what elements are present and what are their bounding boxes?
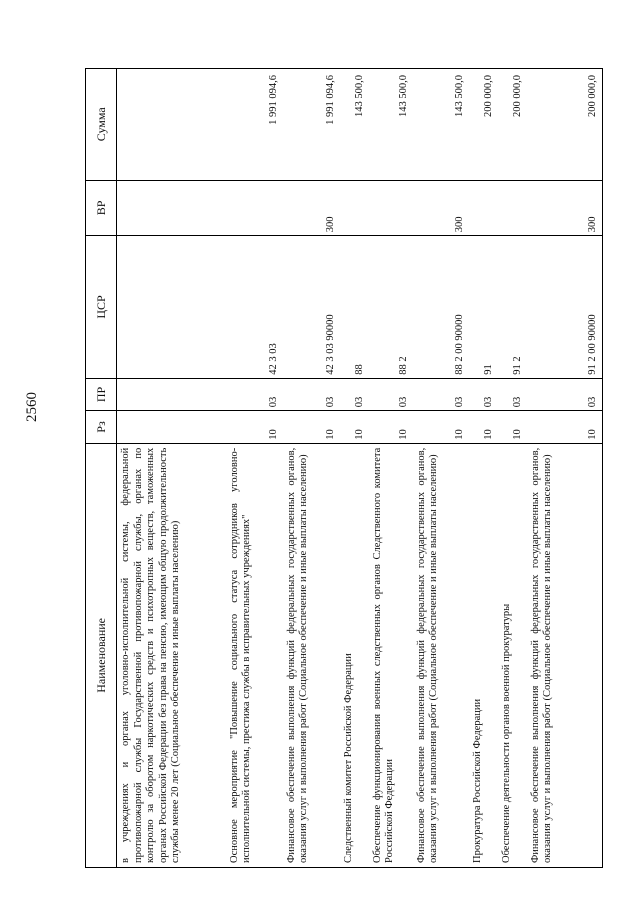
row-vr — [226, 180, 283, 236]
row-vr — [469, 180, 498, 236]
row-name: в учреждениях и органах уголовно-исполнительной системы, федеральной противопожарной службы Государственной противопожарной службы, органах по контролю за оборотом наркотических средств и психотропных веществ, таможенных органах Российской Федерации без права на пенсию, имеющим общую продолжительность службы менее 20 лет (Социальное обеспечение и иные выплаты населению) — [117, 443, 226, 867]
row-vr — [369, 180, 413, 236]
row-name: Обеспечение функционирования военных следственных органов Следственного комитета Российской Федерации — [369, 443, 413, 867]
row-pr: 03 — [413, 378, 469, 411]
row-pr: 03 — [527, 378, 603, 411]
row-csr: 91 2 — [498, 236, 527, 378]
row-pr: 03 — [226, 378, 283, 411]
table-row — [117, 69, 226, 868]
row-name: Финансовое обеспечение выполнения функций федеральных государственных органов, оказания услуг и выполнения работ (Социальное обеспечение и иные выплаты населению) — [283, 443, 340, 867]
row-rz: 10 — [527, 411, 603, 444]
row-rz: 10 — [340, 411, 369, 444]
header-sum: Сумма — [86, 69, 117, 181]
table-row — [283, 69, 340, 868]
row-pr: 03 — [283, 378, 340, 411]
header-rz: Рз — [86, 411, 117, 444]
row-csr: 42 3 03 90000 — [283, 236, 340, 378]
row-name: Обеспечение деятельности органов военной прокуратуры — [498, 443, 527, 867]
row-sum: 200 000,0 — [469, 69, 498, 181]
row-pr: 03 — [498, 378, 527, 411]
header-csr: ЦСР — [86, 236, 117, 378]
table-row — [369, 69, 413, 868]
row-rz — [117, 411, 226, 444]
row-vr: 300 — [283, 180, 340, 236]
table-row — [527, 69, 603, 868]
table-row — [340, 69, 369, 868]
row-pr: 03 — [340, 378, 369, 411]
table-row — [413, 69, 469, 868]
row-pr: 03 — [369, 378, 413, 411]
header-pr: ПР — [86, 378, 117, 411]
page-number: 2560 — [24, 392, 40, 422]
row-name: Финансовое обеспечение выполнения функций федеральных государственных органов, оказания услуг и выполнения работ (Социальное обеспечение и иные выплаты населению) — [413, 443, 469, 867]
row-pr — [117, 378, 226, 411]
row-sum: 200 000,0 — [498, 69, 527, 181]
row-vr: 300 — [413, 180, 469, 236]
row-sum: 1 991 094,6 — [226, 69, 283, 181]
budget-table — [85, 68, 603, 868]
row-csr: 91 2 00 90000 — [527, 236, 603, 378]
row-rz: 10 — [283, 411, 340, 444]
row-pr: 03 — [469, 378, 498, 411]
rotated-table-container — [85, 68, 601, 868]
row-csr — [117, 236, 226, 378]
row-rz: 10 — [469, 411, 498, 444]
row-vr — [117, 180, 226, 236]
table-header-row — [86, 69, 117, 868]
row-rz: 10 — [226, 411, 283, 444]
row-sum: 143 500,0 — [413, 69, 469, 181]
row-csr: 91 — [469, 236, 498, 378]
row-vr — [340, 180, 369, 236]
row-csr: 88 2 00 90000 — [413, 236, 469, 378]
row-sum: 1 991 094,6 — [283, 69, 340, 181]
row-sum — [117, 69, 226, 181]
table-row — [469, 69, 498, 868]
row-rz: 10 — [369, 411, 413, 444]
row-name: Основное мероприятие "Повышение социального статуса сотрудников уголовно-исполнительной системы, престижа службы в исправительных учреждениях" — [226, 443, 283, 867]
row-sum: 143 500,0 — [340, 69, 369, 181]
row-sum: 143 500,0 — [369, 69, 413, 181]
row-vr — [498, 180, 527, 236]
row-csr: 88 — [340, 236, 369, 378]
header-name: Наименование — [86, 443, 117, 867]
row-name: Прокуратура Российской Федерации — [469, 443, 498, 867]
header-vr: ВР — [86, 180, 117, 236]
row-name: Следственный комитет Российской Федерации — [340, 443, 369, 867]
row-rz: 10 — [498, 411, 527, 444]
table-row — [498, 69, 527, 868]
row-name: Финансовое обеспечение выполнения функций федеральных государственных органов, оказания услуг и выполнения работ (Социальное обеспечение и иные выплаты населению) — [527, 443, 603, 867]
table-row — [226, 69, 283, 868]
row-csr: 42 3 03 — [226, 236, 283, 378]
row-rz: 10 — [413, 411, 469, 444]
row-sum: 200 000,0 — [527, 69, 603, 181]
row-csr: 88 2 — [369, 236, 413, 378]
row-vr: 300 — [527, 180, 603, 236]
